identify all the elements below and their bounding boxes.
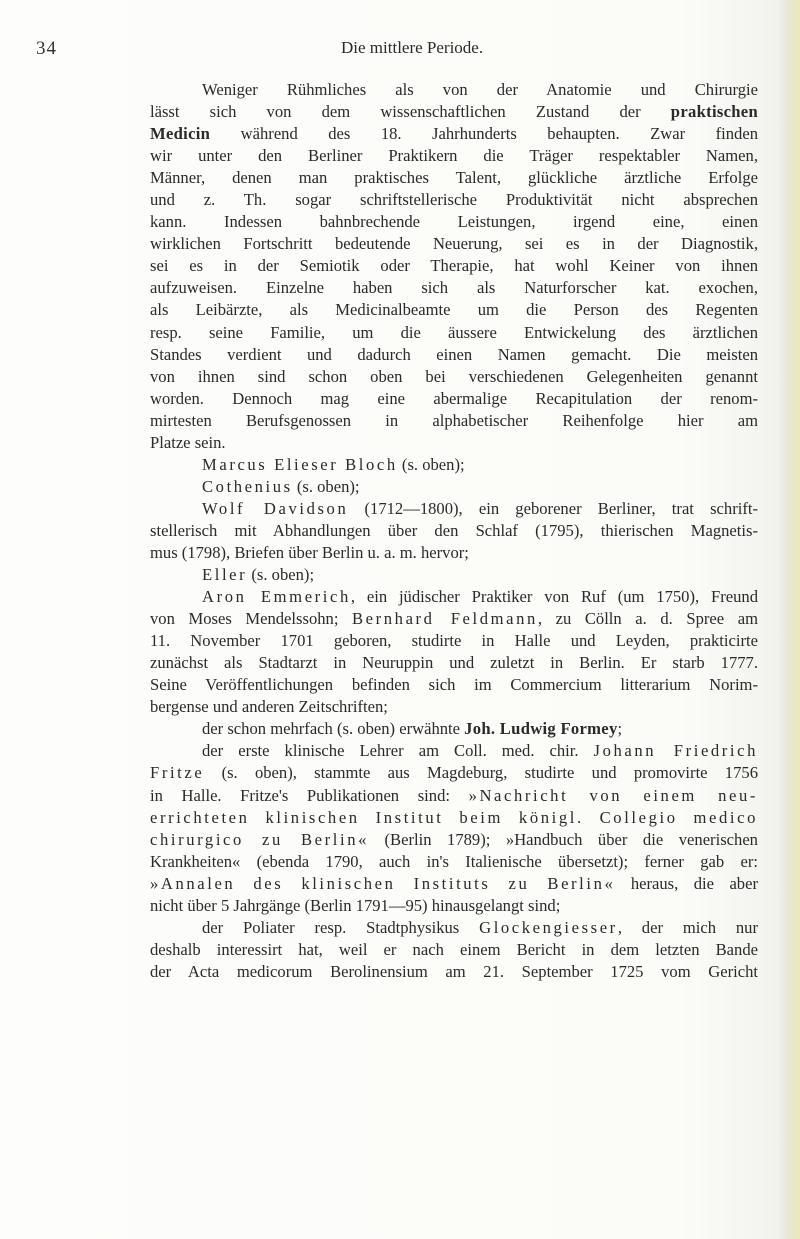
text-line: Weniger Rühmliches als von der Anatomie und Chirurgie	[202, 80, 758, 99]
text-line: stellerisch mit Abhandlungen über den Schlaf (1795), thierischen Magnetis-	[150, 520, 758, 540]
entry-eller: Eller (s. oben);	[202, 565, 315, 585]
text-line: Krankheiten« (ebenda 1790, auch in's Italienische übersetzt); ferner gab er:	[150, 851, 758, 871]
text-line: aufzuweisen. Einzelne haben sich als Naturforscher kat. exochen,	[150, 278, 758, 298]
text-line: worden. Dennoch mag eine abermalige Recapitulation der renom-	[150, 388, 758, 408]
text-line: in Halle. Fritze's Publikationen sind: »Nachricht von einem neu-	[150, 785, 758, 805]
entry-cothenius: Cothenius (s. oben);	[202, 476, 360, 496]
entry-davidson: Wolf Davidson (1712—1800), ein geborener Berliner, trat schrift-	[202, 498, 758, 518]
text-line: der Acta medicorum Berolinensium am 21. September 1725 vom Gericht	[150, 961, 758, 981]
body-text	[150, 79, 758, 983]
running-head-title: Die mittlere Periode.	[341, 38, 484, 57]
text-line: deshalb interessirt hat, weil er nach einem Bericht in dem letzten Bande	[150, 939, 758, 959]
text-line: mirtesten Berufsgenossen in alphabetischer Reihenfolge hier am	[150, 410, 758, 430]
text-line: bergense und anderen Zeitschriften;	[150, 697, 388, 717]
text-line: Platze sein.	[150, 432, 226, 452]
text-line: von ihnen sind schon oben bei verschiedenen Gelegenheiten genannt	[150, 366, 758, 386]
text-line: Medicin während des 18. Jahrhunderts behaupten. Zwar finden	[150, 124, 758, 144]
text-line: mus (1798), Briefen über Berlin u. a. m. hervor;	[150, 542, 469, 562]
text-line: Standes verdient und dadurch einen Namen gemacht. Die meisten	[150, 344, 758, 364]
text-line: und z. Th. sogar schriftstellerische Produktivität nicht absprechen	[150, 190, 758, 210]
text-line: als Leibärzte, als Medicinalbeamte um die Person des Regenten	[150, 300, 758, 320]
text-line: 11. November 1701 geboren, studirte in Halle und Leyden, prakticirte	[150, 631, 758, 651]
text-line: chirurgico zu Berlin« (Berlin 1789); »Handbuch über die venerischen	[150, 829, 758, 849]
running-head	[36, 38, 756, 64]
text-line: resp. seine Familie, um die äussere Entwickelung des ärztlichen	[150, 322, 758, 342]
text-line: Seine Veröffentlichungen befinden sich im Commercium litterarium Norim-	[150, 675, 758, 695]
text-line: Männer, denen man praktisches Talent, glückliche ärztliche Erfolge	[150, 168, 758, 188]
entry-glockengiesser: der Poliater resp. Stadtphysikus Glockengiesser, der mich nur	[202, 917, 758, 937]
entry-feldmann: von Moses Mendelssohn; Bernhard Feldmann, zu Cölln a. d. Spree am	[150, 609, 758, 629]
text-line: Fritze (s. oben), stammte aus Magdeburg, studirte und promovirte 1756	[150, 763, 758, 783]
entry-formey: der schon mehrfach (s. oben) erwähnte Joh. Ludwig Formey;	[202, 719, 623, 739]
entry-bloch: Marcus Elieser Bloch (s. oben);	[202, 454, 465, 474]
text-line: errichteten klinischen Institut beim königl. Collegio medico	[150, 807, 758, 827]
text-line: »Annalen des klinischen Instituts zu Berlin« heraus, die aber	[150, 873, 758, 893]
text-line: sei es in der Semiotik oder Therapie, hat wohl Keiner von ihnen	[150, 256, 758, 276]
entry-fritze: der erste klinische Lehrer am Coll. med. chir. Johann Friedrich	[202, 741, 759, 761]
text-line: nicht über 5 Jahrgänge (Berlin 1791—95) hinausgelangt sind;	[150, 895, 561, 915]
emphasis-medicin: Medicin	[150, 124, 211, 144]
text-line: kann. Indessen bahnbrechende Leistungen, irgend eine, einen	[150, 212, 758, 232]
emphasis-praktischen: praktischen	[670, 102, 758, 122]
page-edge-shadow	[778, 0, 800, 1239]
text-line: lässt sich von dem wissenschaftlichen Zustand der praktischen	[150, 102, 758, 122]
text-line: zunächst als Stadtarzt in Neuruppin und zuletzt in Berlin. Er starb 1777.	[150, 653, 758, 673]
page-number: 34	[36, 38, 57, 59]
entry-emmerich: Aron Emmerich, ein jüdischer Praktiker von Ruf (um 1750), Freund	[202, 587, 758, 607]
text-line: wirklichen Fortschritt bedeutende Neuerung, sei es in der Diagnostik,	[150, 234, 758, 254]
text-line: wir unter den Berliner Praktikern die Träger respektabler Namen,	[150, 146, 758, 166]
